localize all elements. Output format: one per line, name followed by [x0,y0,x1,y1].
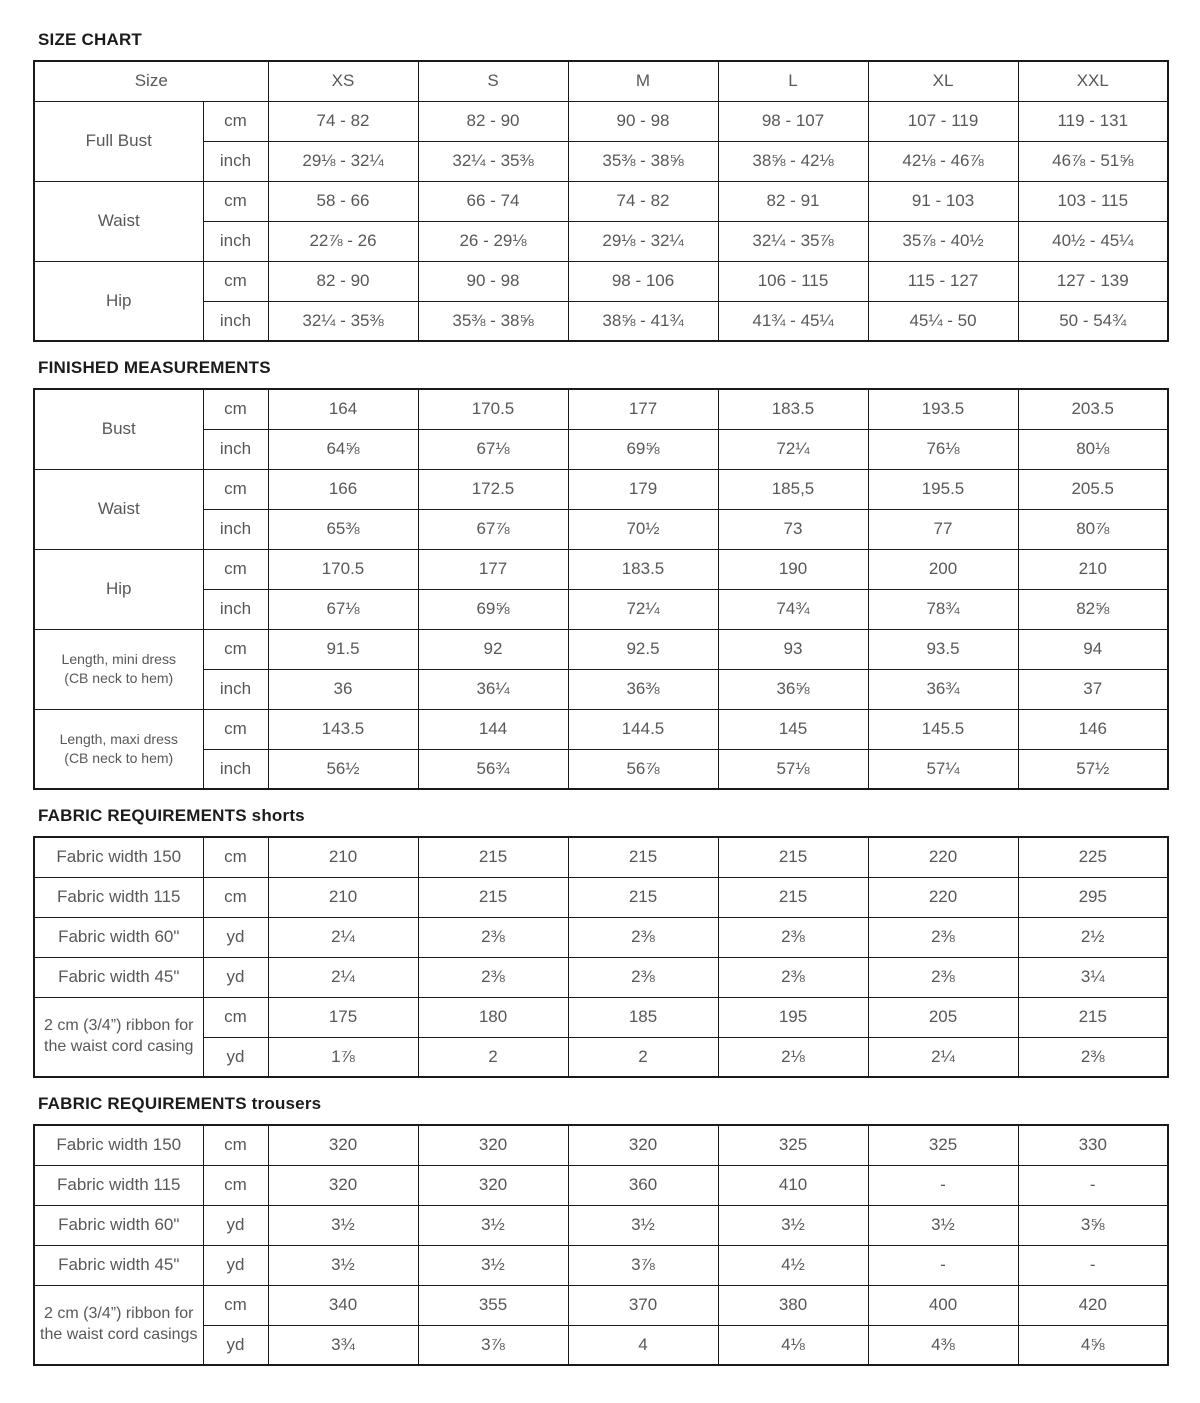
unit-cell: yd [203,1325,268,1365]
value-cell: 65⅜ [268,509,418,549]
value-cell: 2⅛ [718,1037,868,1077]
value-cell: 215 [568,837,718,877]
fabric-requirements-trousers-table [33,1124,1169,1366]
value-cell: 46⅞ - 51⅝ [1018,141,1168,181]
unit-cell: inch [203,301,268,341]
row-label: Waist [34,181,203,261]
value-cell: 127 - 139 [1018,261,1168,301]
value-cell: 220 [868,837,1018,877]
value-cell: 41¾ - 45¼ [718,301,868,341]
value-cell: 93 [718,629,868,669]
value-cell: 215 [1018,997,1168,1037]
value-cell: 215 [718,877,868,917]
value-cell: 2⅜ [718,917,868,957]
value-cell: 2⅜ [418,917,568,957]
size-column-header: XXL [1018,61,1168,101]
value-cell: 103 - 115 [1018,181,1168,221]
value-cell: 3½ [418,1205,568,1245]
value-cell: 36¼ [418,669,568,709]
value-cell: 203.5 [1018,389,1168,429]
value-cell: 32¼ - 35⅜ [418,141,568,181]
row-label: Hip [34,549,203,629]
table-row [34,509,1168,549]
value-cell: 38⅝ - 42⅛ [718,141,868,181]
value-cell: - [868,1245,1018,1285]
unit-cell: inch [203,509,268,549]
unit-cell: cm [203,261,268,301]
value-cell: 215 [418,837,568,877]
table-row [34,669,1168,709]
size-column-header: XL [868,61,1018,101]
size-column-header: M [568,61,718,101]
unit-cell: cm [203,1285,268,1325]
value-cell: 2⅜ [868,957,1018,997]
value-cell: 220 [868,877,1018,917]
value-cell: 400 [868,1285,1018,1325]
value-cell: 67⅛ [268,589,418,629]
value-cell: 3⅞ [418,1325,568,1365]
value-cell: 22⅞ - 26 [268,221,418,261]
value-cell: 3⅝ [1018,1205,1168,1245]
table-row [34,1205,1168,1245]
value-cell: 82 - 91 [718,181,868,221]
value-cell: 370 [568,1285,718,1325]
value-cell: 2⅜ [568,957,718,997]
table-row [34,261,1168,301]
value-cell: 50 - 54¾ [1018,301,1168,341]
value-cell: 82 - 90 [268,261,418,301]
unit-cell: cm [203,469,268,509]
table-row [34,1285,1168,1325]
value-cell: 320 [268,1165,418,1205]
value-cell: 3¼ [1018,957,1168,997]
value-cell: 35⅜ - 38⅝ [568,141,718,181]
value-cell: 80⅞ [1018,509,1168,549]
row-label: Fabric width 45" [34,957,203,997]
row-label: Fabric width 150 [34,1125,203,1165]
value-cell: 3½ [418,1245,568,1285]
unit-cell: inch [203,749,268,789]
value-cell: 119 - 131 [1018,101,1168,141]
value-cell: 3½ [268,1245,418,1285]
value-cell: 69⅝ [568,429,718,469]
size-header-label: Size [34,61,268,101]
unit-cell: cm [203,709,268,749]
value-cell: 92 [418,629,568,669]
value-cell: 3½ [268,1205,418,1245]
value-cell: 164 [268,389,418,429]
value-cell: 74 - 82 [568,181,718,221]
value-cell: 320 [418,1165,568,1205]
row-label: Fabric width 115 [34,877,203,917]
unit-cell: cm [203,181,268,221]
value-cell: 200 [868,549,1018,589]
table-row [34,141,1168,181]
value-cell: 72¼ [718,429,868,469]
value-cell: 93.5 [868,629,1018,669]
fabric-requirements-shorts-table [33,836,1169,1078]
value-cell: 190 [718,549,868,589]
value-cell: 76⅛ [868,429,1018,469]
value-cell: 180 [418,997,568,1037]
row-label: Fabric width 115 [34,1165,203,1205]
value-cell: 330 [1018,1125,1168,1165]
value-cell: 58 - 66 [268,181,418,221]
value-cell: 91 - 103 [868,181,1018,221]
value-cell: 170.5 [418,389,568,429]
row-label: Fabric width 60" [34,1205,203,1245]
table-row [34,181,1168,221]
value-cell: 40½ - 45¼ [1018,221,1168,261]
unit-cell: inch [203,669,268,709]
value-cell: 3½ [718,1205,868,1245]
value-cell: 185 [568,997,718,1037]
value-cell: 215 [418,877,568,917]
value-cell: 90 - 98 [418,261,568,301]
finished-measurements-title: FINISHED MEASUREMENTS [38,358,271,377]
value-cell: 380 [718,1285,868,1325]
table-row [34,1037,1168,1077]
value-cell: 325 [868,1125,1018,1165]
value-cell: 225 [1018,837,1168,877]
unit-cell: cm [203,101,268,141]
size-column-header: S [418,61,568,101]
value-cell: 3½ [568,1205,718,1245]
value-cell: - [868,1165,1018,1205]
value-cell: 56½ [268,749,418,789]
value-cell: 177 [418,549,568,589]
value-cell: - [1018,1165,1168,1205]
value-cell: 57⅛ [718,749,868,789]
unit-cell: cm [203,837,268,877]
value-cell: 2⅜ [568,917,718,957]
value-cell: 2⅜ [418,957,568,997]
value-cell: 3½ [868,1205,1018,1245]
value-cell: 205.5 [1018,469,1168,509]
value-cell: 64⅝ [268,429,418,469]
value-cell: 210 [1018,549,1168,589]
value-cell: 32¼ - 35⅜ [268,301,418,341]
row-label: 2 cm (3/4”) ribbon for the waist cord casing [34,997,203,1077]
value-cell: 144.5 [568,709,718,749]
row-label: Full Bust [34,101,203,181]
unit-cell: cm [203,997,268,1037]
table-row [34,749,1168,789]
value-cell: 145 [718,709,868,749]
row-label: Waist [34,469,203,549]
value-cell: 195 [718,997,868,1037]
value-cell: 2⅜ [718,957,868,997]
table-row [34,101,1168,141]
value-cell: 2¼ [268,957,418,997]
value-cell: 2½ [1018,917,1168,957]
value-cell: 2⅜ [1018,1037,1168,1077]
value-cell: 295 [1018,877,1168,917]
unit-cell: inch [203,221,268,261]
row-label: Fabric width 45" [34,1245,203,1285]
value-cell: 210 [268,837,418,877]
value-cell: 107 - 119 [868,101,1018,141]
value-cell: 177 [568,389,718,429]
value-cell: 115 - 127 [868,261,1018,301]
value-cell: 320 [418,1125,568,1165]
table-row [34,917,1168,957]
table-row [34,629,1168,669]
unit-cell: inch [203,429,268,469]
value-cell: 146 [1018,709,1168,749]
row-label: Fabric width 150 [34,837,203,877]
value-cell: 36⅝ [718,669,868,709]
table-row [34,709,1168,749]
table-row [34,589,1168,629]
unit-cell: yd [203,957,268,997]
table-row [34,549,1168,589]
value-cell: 4½ [718,1245,868,1285]
row-label: Bust [34,389,203,469]
row-label: Hip [34,261,203,341]
value-cell: 45¼ - 50 [868,301,1018,341]
value-cell: 38⅝ - 41¾ [568,301,718,341]
unit-cell: inch [203,589,268,629]
value-cell: 57½ [1018,749,1168,789]
value-cell: 98 - 107 [718,101,868,141]
value-cell: 35⅜ - 38⅝ [418,301,568,341]
value-cell: 70½ [568,509,718,549]
value-cell: 67⅛ [418,429,568,469]
value-cell: 26 - 29⅛ [418,221,568,261]
size-column-header: XS [268,61,418,101]
value-cell: 90 - 98 [568,101,718,141]
value-cell: 69⅝ [418,589,568,629]
value-cell: 4 [568,1325,718,1365]
value-cell: 144 [418,709,568,749]
table-row [34,469,1168,509]
table-row [34,221,1168,261]
value-cell: 67⅞ [418,509,568,549]
table-row [34,301,1168,341]
value-cell: 56⅞ [568,749,718,789]
value-cell: 325 [718,1125,868,1165]
value-cell: 1⅞ [268,1037,418,1077]
value-cell: 166 [268,469,418,509]
unit-cell: yd [203,1245,268,1285]
size-chart-page [0,30,1200,1403]
value-cell: 72¼ [568,589,718,629]
unit-cell: yd [203,917,268,957]
value-cell: 2⅜ [868,917,1018,957]
value-cell: 210 [268,877,418,917]
size-chart-title: SIZE CHART [38,30,142,49]
unit-cell: yd [203,1037,268,1077]
value-cell: 91.5 [268,629,418,669]
unit-cell: cm [203,1165,268,1205]
unit-cell: cm [203,389,268,429]
value-cell: 2¼ [268,917,418,957]
value-cell: 145.5 [868,709,1018,749]
table-row [34,1245,1168,1285]
value-cell: 185,5 [718,469,868,509]
value-cell: 66 - 74 [418,181,568,221]
table-row [34,877,1168,917]
value-cell: 74¾ [718,589,868,629]
table-row [34,997,1168,1037]
table-row [34,837,1168,877]
row-label: Length, mini dress (CB neck to hem) [34,629,203,709]
value-cell: 36 [268,669,418,709]
value-cell: 3⅞ [568,1245,718,1285]
value-cell: 73 [718,509,868,549]
unit-cell: cm [203,629,268,669]
value-cell: 170.5 [268,549,418,589]
value-cell: 215 [718,837,868,877]
fabric-trousers-title: FABRIC REQUIREMENTS trousers [38,1094,322,1113]
value-cell: 320 [568,1125,718,1165]
value-cell: 183.5 [718,389,868,429]
value-cell: 320 [268,1125,418,1165]
fabric-shorts-title: FABRIC REQUIREMENTS shorts [38,806,305,825]
value-cell: 179 [568,469,718,509]
value-cell: - [1018,1245,1168,1285]
unit-cell: cm [203,549,268,589]
value-cell: 420 [1018,1285,1168,1325]
value-cell: 2¼ [868,1037,1018,1077]
table-row [34,957,1168,997]
value-cell: 77 [868,509,1018,549]
value-cell: 193.5 [868,389,1018,429]
value-cell: 4⅝ [1018,1325,1168,1365]
unit-cell: yd [203,1205,268,1245]
value-cell: 360 [568,1165,718,1205]
value-cell: 340 [268,1285,418,1325]
unit-cell: cm [203,877,268,917]
table-row [34,1125,1168,1165]
value-cell: 29⅛ - 32¼ [268,141,418,181]
table-row [34,429,1168,469]
value-cell: 36⅜ [568,669,718,709]
value-cell: 205 [868,997,1018,1037]
value-cell: 2 [568,1037,718,1077]
value-cell: 82⅝ [1018,589,1168,629]
value-cell: 106 - 115 [718,261,868,301]
value-cell: 175 [268,997,418,1037]
table-row [34,1325,1168,1365]
value-cell: 172.5 [418,469,568,509]
row-label: 2 cm (3/4”) ribbon for the waist cord casings [34,1285,203,1365]
value-cell: 215 [568,877,718,917]
value-cell: 56¾ [418,749,568,789]
value-cell: 57¼ [868,749,1018,789]
size-chart-table [33,60,1169,342]
value-cell: 4⅜ [868,1325,1018,1365]
value-cell: 143.5 [268,709,418,749]
size-column-header: L [718,61,868,101]
row-label: Fabric width 60" [34,917,203,957]
value-cell: 92.5 [568,629,718,669]
value-cell: 32¼ - 35⅞ [718,221,868,261]
value-cell: 410 [718,1165,868,1205]
value-cell: 80⅛ [1018,429,1168,469]
value-cell: 183.5 [568,549,718,589]
finished-measurements-table [33,388,1169,790]
value-cell: 2 [418,1037,568,1077]
value-cell: 3¾ [268,1325,418,1365]
size-header-row [34,61,1168,101]
unit-cell: inch [203,141,268,181]
value-cell: 35⅞ - 40½ [868,221,1018,261]
value-cell: 74 - 82 [268,101,418,141]
value-cell: 82 - 90 [418,101,568,141]
row-label: Length, maxi dress (CB neck to hem) [34,709,203,789]
table-row [34,1165,1168,1205]
value-cell: 78¾ [868,589,1018,629]
value-cell: 98 - 106 [568,261,718,301]
value-cell: 42⅛ - 46⅞ [868,141,1018,181]
value-cell: 195.5 [868,469,1018,509]
value-cell: 4⅛ [718,1325,868,1365]
value-cell: 355 [418,1285,568,1325]
value-cell: 29⅛ - 32¼ [568,221,718,261]
value-cell: 94 [1018,629,1168,669]
value-cell: 36¾ [868,669,1018,709]
table-row [34,389,1168,429]
value-cell: 37 [1018,669,1168,709]
unit-cell: cm [203,1125,268,1165]
